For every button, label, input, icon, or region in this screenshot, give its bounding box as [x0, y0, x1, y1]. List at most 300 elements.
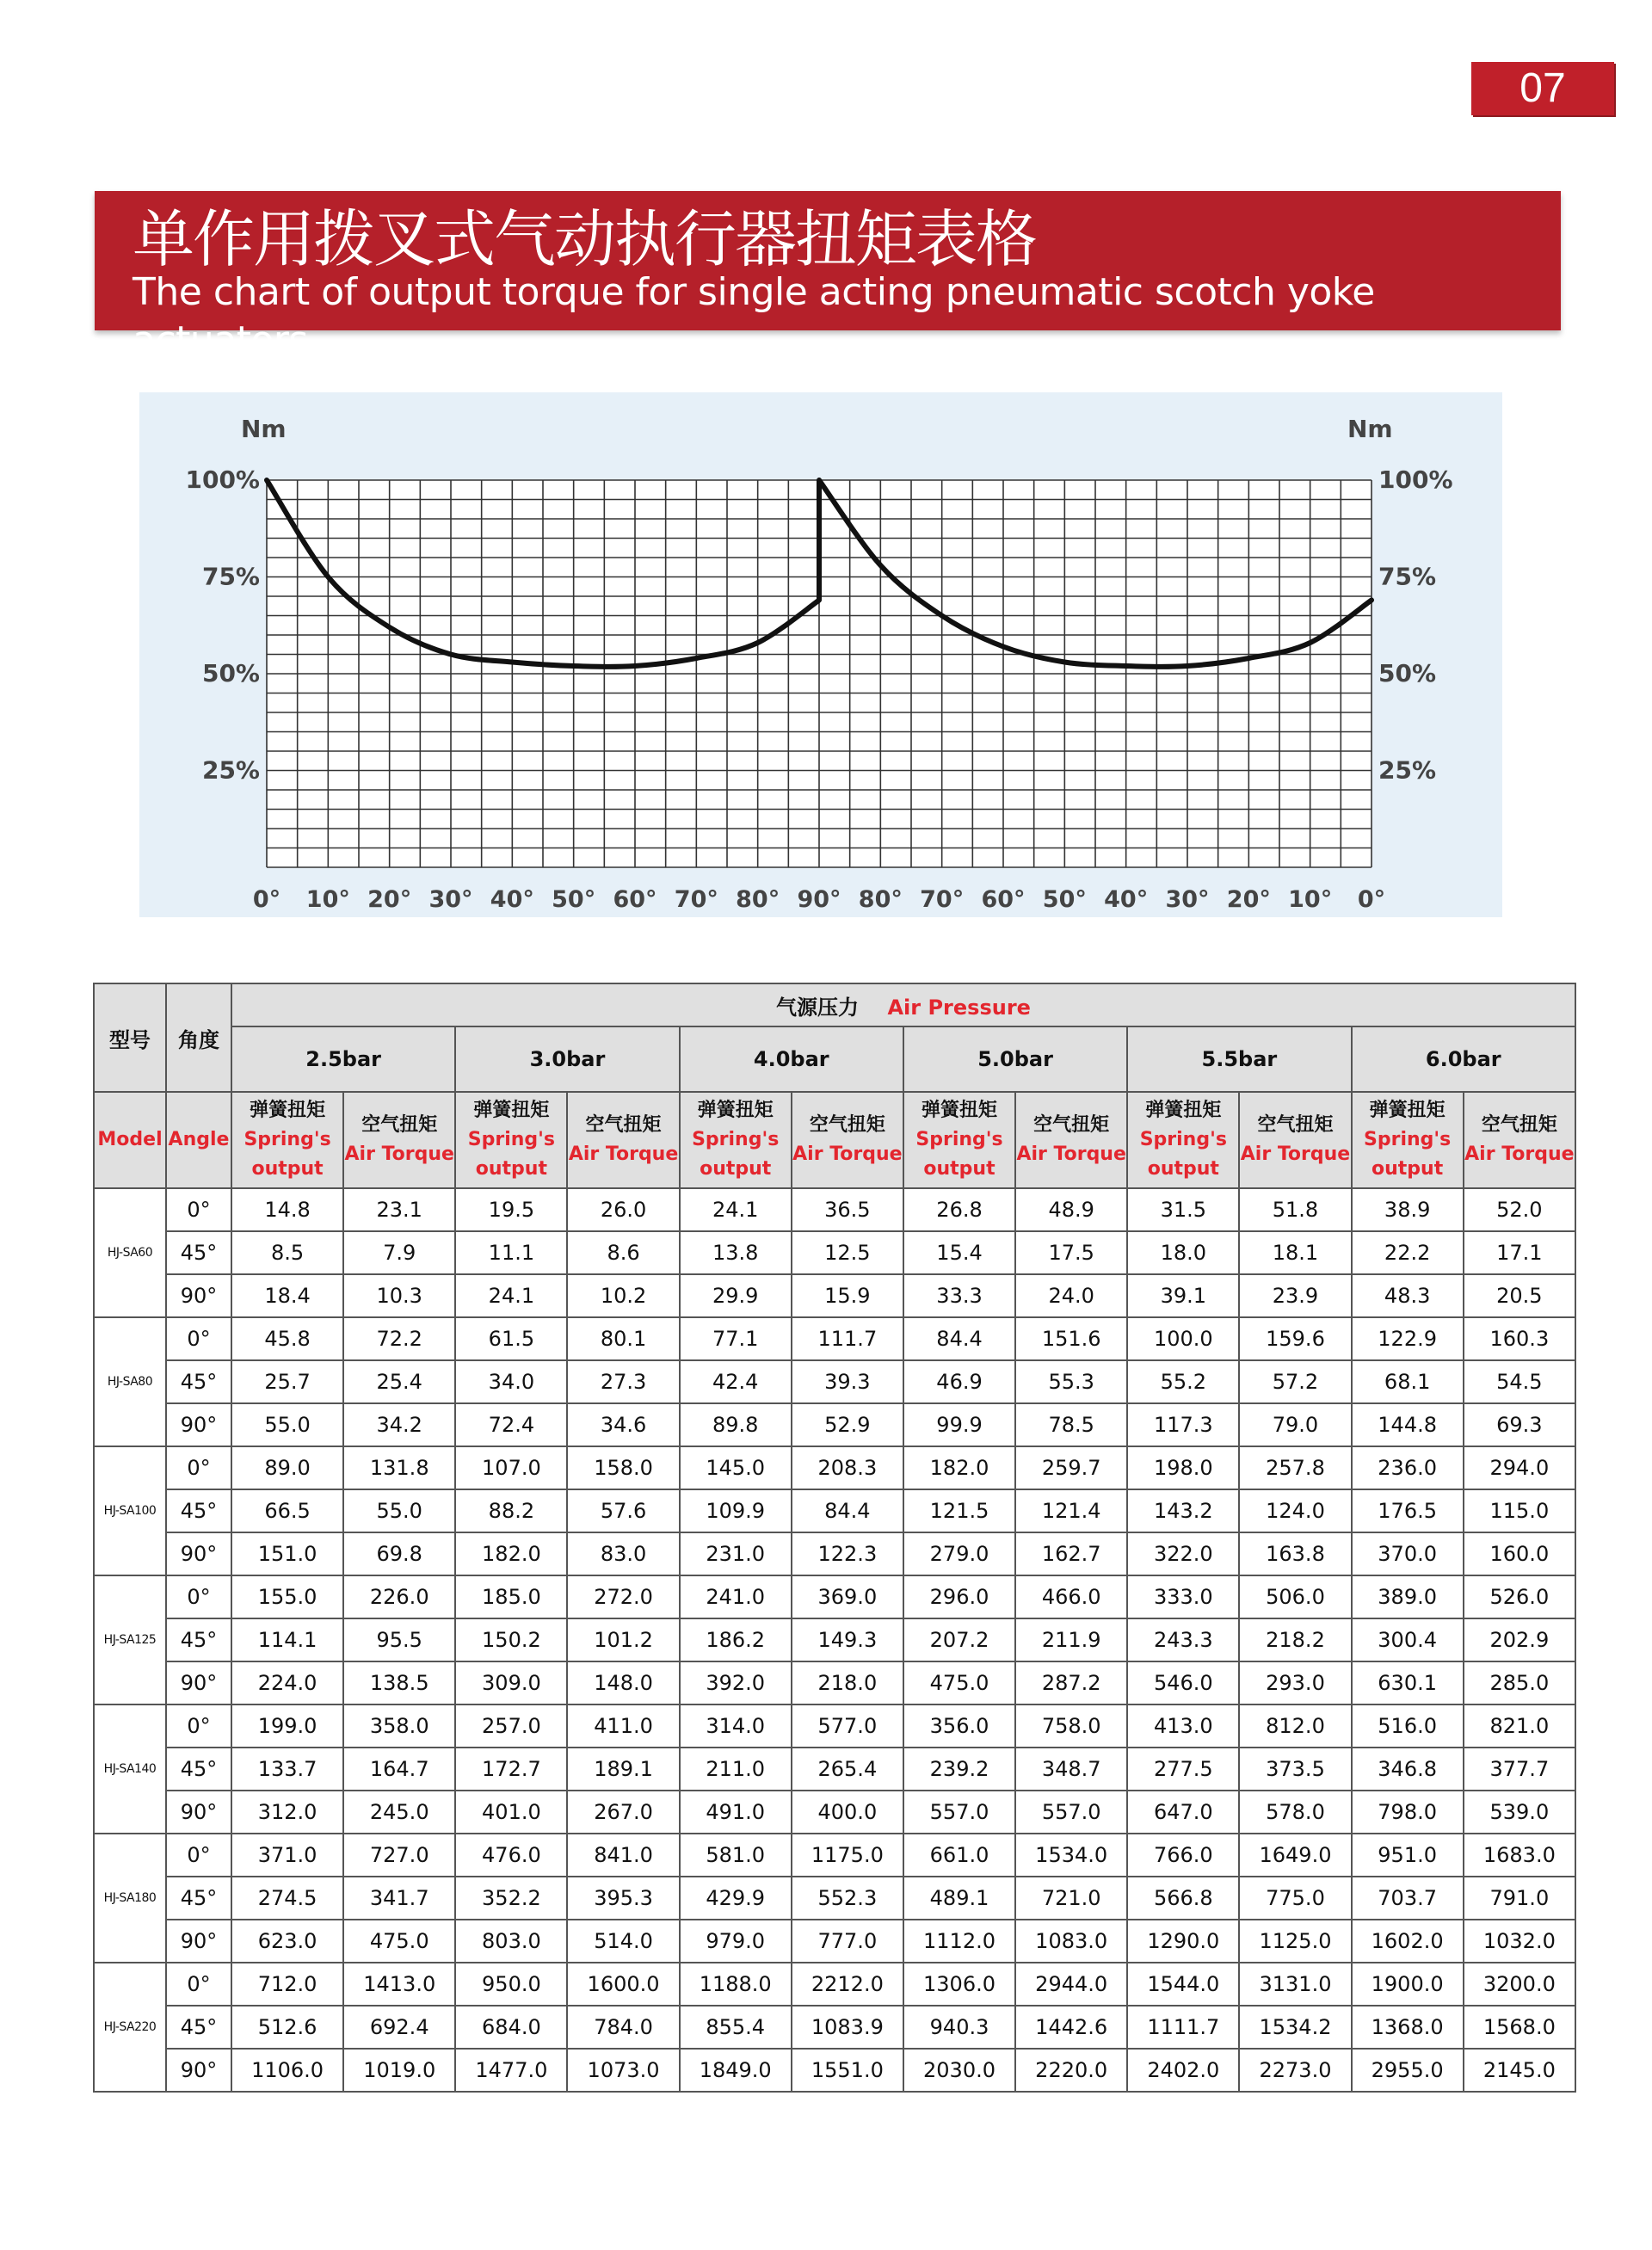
air-torque-cell: 348.7	[1015, 1748, 1127, 1791]
air-torque-cell: 122.3	[792, 1532, 903, 1575]
pressure-header-row	[94, 1026, 1575, 1092]
spring-torque-cell: 236.0	[1352, 1446, 1464, 1489]
spring-torque-cell: 15.4	[903, 1231, 1015, 1274]
spring-torque-cell: 647.0	[1127, 1791, 1239, 1834]
x-tick-label: 10°	[305, 886, 350, 913]
header-spring-cn: 弹簧扭矩	[250, 1100, 326, 1121]
table-row	[94, 1360, 1575, 1403]
table-row	[94, 1446, 1575, 1489]
angle-cell: 90°	[166, 1274, 231, 1317]
spring-torque-cell: 401.0	[455, 1791, 567, 1834]
header-spring-output	[1352, 1092, 1464, 1188]
spring-torque-cell: 581.0	[680, 1834, 792, 1877]
spring-torque-cell: 109.9	[680, 1489, 792, 1532]
air-torque-cell: 211.9	[1015, 1618, 1127, 1661]
air-torque-cell: 257.8	[1239, 1446, 1351, 1489]
spring-torque-cell: 1290.0	[1127, 1920, 1239, 1963]
air-torque-cell: 202.9	[1464, 1618, 1575, 1661]
air-torque-cell: 514.0	[567, 1920, 679, 1963]
model-name-cell: HJ-SA100	[94, 1446, 166, 1575]
angle-cell: 45°	[166, 1618, 231, 1661]
air-torque-cell: 539.0	[1464, 1791, 1575, 1834]
air-torque-cell: 411.0	[567, 1704, 679, 1748]
spring-torque-cell: 121.5	[903, 1489, 1015, 1532]
header-air-en: Air Torque	[1240, 1143, 1351, 1165]
unit-label-left: Nm	[241, 415, 287, 443]
y-tick-label-left: 75%	[201, 562, 260, 591]
air-torque-cell: 3131.0	[1239, 1963, 1351, 2006]
spring-torque-cell: 84.4	[903, 1317, 1015, 1360]
header-spring-en-2: output	[923, 1158, 996, 1180]
spring-torque-cell: 150.2	[455, 1618, 567, 1661]
air-torque-cell: 80.1	[567, 1317, 679, 1360]
angle-cell: 45°	[166, 2006, 231, 2049]
air-torque-cell: 34.6	[567, 1403, 679, 1446]
x-tick-label: 30°	[428, 886, 473, 913]
header-angle-cn: 角度	[166, 983, 231, 1092]
spring-torque-cell: 475.0	[903, 1661, 1015, 1704]
spring-torque-cell: 29.9	[680, 1274, 792, 1317]
air-torque-cell: 25.4	[343, 1360, 455, 1403]
spring-torque-cell: 279.0	[903, 1532, 1015, 1575]
angle-cell: 90°	[166, 1791, 231, 1834]
spring-torque-cell: 122.9	[1352, 1317, 1464, 1360]
spring-torque-cell: 1188.0	[680, 1963, 792, 2006]
torque-table-container	[93, 983, 1576, 2098]
air-torque-cell: 841.0	[567, 1834, 679, 1877]
y-tick-label-right: 25%	[1378, 755, 1437, 785]
header-air-torque	[567, 1092, 679, 1188]
spring-torque-cell: 546.0	[1127, 1661, 1239, 1704]
header-spring-en-2: output	[251, 1158, 324, 1180]
x-tick-label: 80°	[736, 886, 780, 913]
x-tick-label: 60°	[981, 886, 1026, 913]
page-title-en: The chart of output torque for single acting pneumatic scotch yoke actuators	[133, 270, 1375, 362]
spring-torque-cell: 623.0	[231, 1920, 343, 1963]
air-torque-cell: 111.7	[792, 1317, 903, 1360]
spring-torque-cell: 703.7	[1352, 1877, 1464, 1920]
spring-torque-cell: 14.8	[231, 1188, 343, 1231]
spring-torque-cell: 951.0	[1352, 1834, 1464, 1877]
table-row	[94, 2049, 1575, 2092]
header-air-en: Air Torque	[792, 1143, 903, 1165]
header-air-torque	[792, 1092, 903, 1188]
air-torque-cell: 2212.0	[792, 1963, 903, 2006]
spring-torque-cell: 25.7	[231, 1360, 343, 1403]
y-tick-label-right: 100%	[1378, 465, 1453, 494]
spring-torque-cell: 277.5	[1127, 1748, 1239, 1791]
air-torque-cell: 578.0	[1239, 1791, 1351, 1834]
air-torque-cell: 17.5	[1015, 1231, 1127, 1274]
air-torque-cell: 506.0	[1239, 1575, 1351, 1618]
air-torque-cell: 159.6	[1239, 1317, 1351, 1360]
air-torque-cell: 189.1	[567, 1748, 679, 1791]
air-torque-cell: 821.0	[1464, 1704, 1575, 1748]
air-torque-cell: 55.0	[343, 1489, 455, 1532]
angle-cell: 45°	[166, 1748, 231, 1791]
model-name-cell: HJ-SA125	[94, 1575, 166, 1704]
x-tick-label: 60°	[613, 886, 657, 913]
air-torque-cell: 163.8	[1239, 1532, 1351, 1575]
air-torque-cell: 218.2	[1239, 1618, 1351, 1661]
air-torque-cell: 1032.0	[1464, 1920, 1575, 1963]
header-spring-en-2: output	[1147, 1158, 1219, 1180]
spring-torque-cell: 89.8	[680, 1403, 792, 1446]
angle-cell: 0°	[166, 1446, 231, 1489]
air-torque-cell: 777.0	[792, 1920, 903, 1963]
spring-torque-cell: 1368.0	[1352, 2006, 1464, 2049]
spring-torque-cell: 766.0	[1127, 1834, 1239, 1877]
spring-torque-cell: 2955.0	[1352, 2049, 1464, 2092]
air-torque-cell: 475.0	[343, 1920, 455, 1963]
model-name-cell: HJ-SA220	[94, 1963, 166, 2092]
header-air-cn: 空气扭矩	[1033, 1114, 1110, 1136]
header-spring-en-2: output	[475, 1158, 547, 1180]
air-torque-cell: 267.0	[567, 1791, 679, 1834]
spring-torque-cell: 333.0	[1127, 1575, 1239, 1618]
table-row	[94, 1317, 1575, 1360]
title-banner	[95, 191, 1561, 362]
spring-torque-cell: 172.7	[455, 1748, 567, 1791]
x-tick-label: 70°	[674, 886, 718, 913]
air-torque-cell: 791.0	[1464, 1877, 1575, 1920]
spring-torque-cell: 107.0	[455, 1446, 567, 1489]
air-torque-cell: 57.2	[1239, 1360, 1351, 1403]
spring-torque-cell: 34.0	[455, 1360, 567, 1403]
header-air-torque	[1464, 1092, 1575, 1188]
air-torque-cell: 69.3	[1464, 1403, 1575, 1446]
header-air-torque	[1239, 1092, 1351, 1188]
angle-cell: 90°	[166, 1532, 231, 1575]
air-torque-cell: 373.5	[1239, 1748, 1351, 1791]
spring-torque-cell: 630.1	[1352, 1661, 1464, 1704]
air-torque-cell: 259.7	[1015, 1446, 1127, 1489]
spring-torque-cell: 1544.0	[1127, 1963, 1239, 2006]
spring-torque-cell: 55.0	[231, 1403, 343, 1446]
header-pressure-6-0bar: 6.0bar	[1352, 1026, 1575, 1092]
air-torque-cell: 2220.0	[1015, 2049, 1127, 2092]
header-air-en: Air Torque	[344, 1143, 454, 1165]
spring-torque-cell: 1849.0	[680, 2049, 792, 2092]
angle-cell: 45°	[166, 1231, 231, 1274]
air-torque-cell: 341.7	[343, 1877, 455, 1920]
x-tick-label: 90°	[797, 886, 841, 913]
y-tick-label-right: 50%	[1378, 659, 1437, 687]
air-torque-cell: 758.0	[1015, 1704, 1127, 1748]
air-torque-cell: 10.3	[343, 1274, 455, 1317]
air-torque-cell: 557.0	[1015, 1791, 1127, 1834]
x-tick-label: 80°	[858, 886, 903, 913]
torque-curve-chart	[139, 392, 1502, 917]
air-torque-cell: 1534.0	[1015, 1834, 1127, 1877]
air-torque-cell: 48.9	[1015, 1188, 1127, 1231]
air-torque-cell: 721.0	[1015, 1877, 1127, 1920]
air-torque-cell: 51.8	[1239, 1188, 1351, 1231]
angle-cell: 45°	[166, 1877, 231, 1920]
spring-torque-cell: 489.1	[903, 1877, 1015, 1920]
air-torque-cell: 294.0	[1464, 1446, 1575, 1489]
header-pressure-5-5bar: 5.5bar	[1127, 1026, 1351, 1092]
table-row	[94, 1231, 1575, 1274]
air-torque-cell: 36.5	[792, 1188, 903, 1231]
header-spring-output	[455, 1092, 567, 1188]
spring-torque-cell: 274.5	[231, 1877, 343, 1920]
unit-label-right: Nm	[1347, 415, 1393, 443]
air-torque-cell: 1683.0	[1464, 1834, 1575, 1877]
header-model-cn: 型号	[94, 983, 166, 1092]
air-torque-cell: 18.1	[1239, 1231, 1351, 1274]
header-air-cn: 空气扭矩	[1257, 1114, 1334, 1136]
air-torque-cell: 265.4	[792, 1748, 903, 1791]
spring-torque-cell: 239.2	[903, 1748, 1015, 1791]
header-spring-cn: 弹簧扭矩	[922, 1100, 998, 1121]
air-torque-cell: 20.5	[1464, 1274, 1575, 1317]
spring-torque-cell: 66.5	[231, 1489, 343, 1532]
air-torque-cell: 1534.2	[1239, 2006, 1351, 2049]
spring-torque-cell: 2402.0	[1127, 2049, 1239, 2092]
air-torque-cell: 34.2	[343, 1403, 455, 1446]
x-tick-label: 20°	[1226, 886, 1271, 913]
air-torque-cell: 293.0	[1239, 1661, 1351, 1704]
spring-torque-cell: 42.4	[680, 1360, 792, 1403]
model-name-cell: HJ-SA180	[94, 1834, 166, 1963]
table-row	[94, 1532, 1575, 1575]
spring-torque-cell: 356.0	[903, 1704, 1015, 1748]
air-torque-cell: 2145.0	[1464, 2049, 1575, 2092]
spring-torque-cell: 211.0	[680, 1748, 792, 1791]
spring-torque-cell: 224.0	[231, 1661, 343, 1704]
header-pressure-4-0bar: 4.0bar	[680, 1026, 903, 1092]
spring-torque-cell: 300.4	[1352, 1618, 1464, 1661]
spring-torque-cell: 46.9	[903, 1360, 1015, 1403]
spring-torque-cell: 243.3	[1127, 1618, 1239, 1661]
page-number-badge: 07	[1471, 62, 1614, 115]
spring-torque-cell: 31.5	[1127, 1188, 1239, 1231]
air-torque-cell: 727.0	[343, 1834, 455, 1877]
page-title-cn: 单作用拨叉式气动执行器扭矩表格	[133, 203, 1037, 275]
air-torque-cell: 369.0	[792, 1575, 903, 1618]
table-row	[94, 1575, 1575, 1618]
spring-torque-cell: 88.2	[455, 1489, 567, 1532]
angle-cell: 0°	[166, 1704, 231, 1748]
header-spring-en-1: Spring's	[692, 1129, 780, 1150]
angle-cell: 45°	[166, 1489, 231, 1532]
spring-torque-cell: 309.0	[455, 1661, 567, 1704]
table-row	[94, 1791, 1575, 1834]
air-torque-cell: 78.5	[1015, 1403, 1127, 1446]
spring-torque-cell: 371.0	[231, 1834, 343, 1877]
x-tick-label: 70°	[920, 886, 965, 913]
spring-torque-cell: 155.0	[231, 1575, 343, 1618]
x-tick-label: 10°	[1288, 886, 1333, 913]
air-torque-cell: 162.7	[1015, 1532, 1127, 1575]
spring-torque-cell: 114.1	[231, 1618, 343, 1661]
air-torque-cell: 692.4	[343, 2006, 455, 2049]
model-name-cell: HJ-SA80	[94, 1317, 166, 1446]
header-air-cn: 空气扭矩	[1481, 1114, 1557, 1136]
spring-torque-cell: 8.5	[231, 1231, 343, 1274]
header-pressure-5-0bar: 5.0bar	[903, 1026, 1127, 1092]
air-torque-cell: 24.0	[1015, 1274, 1127, 1317]
air-torque-cell: 812.0	[1239, 1704, 1351, 1748]
air-torque-cell: 17.1	[1464, 1231, 1575, 1274]
spring-torque-cell: 61.5	[455, 1317, 567, 1360]
air-torque-cell: 7.9	[343, 1231, 455, 1274]
air-torque-cell: 54.5	[1464, 1360, 1575, 1403]
table-row	[94, 1188, 1575, 1231]
spring-torque-cell: 661.0	[903, 1834, 1015, 1877]
y-tick-label-left: 100%	[185, 465, 260, 494]
spring-torque-cell: 491.0	[680, 1791, 792, 1834]
air-torque-cell: 377.7	[1464, 1748, 1575, 1791]
angle-cell: 90°	[166, 2049, 231, 2092]
header-spring-en-1: Spring's	[915, 1129, 1003, 1150]
spring-torque-cell: 24.1	[455, 1274, 567, 1317]
air-torque-cell: 466.0	[1015, 1575, 1127, 1618]
air-torque-cell: 79.0	[1239, 1403, 1351, 1446]
spring-torque-cell: 176.5	[1352, 1489, 1464, 1532]
spring-torque-cell: 950.0	[455, 1963, 567, 2006]
header-spring-cn: 弹簧扭矩	[473, 1100, 550, 1121]
air-torque-cell: 1125.0	[1239, 1920, 1351, 1963]
air-torque-cell: 1083.0	[1015, 1920, 1127, 1963]
air-torque-cell: 285.0	[1464, 1661, 1575, 1704]
air-torque-cell: 160.0	[1464, 1532, 1575, 1575]
header-air-torque	[343, 1092, 455, 1188]
spring-torque-cell: 18.4	[231, 1274, 343, 1317]
header-spring-en-2: output	[700, 1158, 772, 1180]
header-spring-output	[1127, 1092, 1239, 1188]
spring-torque-cell: 516.0	[1352, 1704, 1464, 1748]
header-pressure-2-5bar: 2.5bar	[231, 1026, 455, 1092]
torque-curve-svg	[139, 392, 1502, 917]
angle-cell: 0°	[166, 1963, 231, 2006]
air-torque-cell: 158.0	[567, 1446, 679, 1489]
x-tick-label: 0°	[252, 886, 281, 913]
spring-torque-cell: 296.0	[903, 1575, 1015, 1618]
spring-torque-cell: 429.9	[680, 1877, 792, 1920]
air-torque-cell: 52.9	[792, 1403, 903, 1446]
spring-torque-cell: 182.0	[903, 1446, 1015, 1489]
table-row	[94, 1963, 1575, 2006]
header-air-pressure	[231, 983, 1575, 1026]
model-name-cell: HJ-SA60	[94, 1188, 166, 1317]
air-torque-cell: 72.2	[343, 1317, 455, 1360]
air-torque-cell: 1649.0	[1239, 1834, 1351, 1877]
spring-torque-cell: 684.0	[455, 2006, 567, 2049]
air-torque-cell: 1175.0	[792, 1834, 903, 1877]
spring-torque-cell: 803.0	[455, 1920, 567, 1963]
spring-torque-cell: 39.1	[1127, 1274, 1239, 1317]
spring-torque-cell: 100.0	[1127, 1317, 1239, 1360]
spring-torque-cell: 199.0	[231, 1704, 343, 1748]
spring-torque-cell: 18.0	[1127, 1231, 1239, 1274]
header-air-pressure-cn: 气源压力	[776, 995, 860, 1020]
spring-torque-cell: 117.3	[1127, 1403, 1239, 1446]
air-torque-cell: 57.6	[567, 1489, 679, 1532]
header-spring-cn: 弹簧扭矩	[1145, 1100, 1222, 1121]
air-torque-cell: 23.9	[1239, 1274, 1351, 1317]
y-tick-label-left: 25%	[201, 755, 260, 785]
spring-torque-cell: 257.0	[455, 1704, 567, 1748]
spring-torque-cell: 19.5	[455, 1188, 567, 1231]
header-angle-en: Angle	[166, 1092, 231, 1188]
spring-torque-cell: 1106.0	[231, 2049, 343, 2092]
air-torque-cell: 148.0	[567, 1661, 679, 1704]
spring-torque-cell: 512.6	[231, 2006, 343, 2049]
spring-torque-cell: 24.1	[680, 1188, 792, 1231]
angle-cell: 90°	[166, 1920, 231, 1963]
x-tick-label: 30°	[1165, 886, 1210, 913]
header-air-torque	[1015, 1092, 1127, 1188]
table-row	[94, 1920, 1575, 1963]
spring-torque-cell: 198.0	[1127, 1446, 1239, 1489]
spring-torque-cell: 979.0	[680, 1920, 792, 1963]
header-air-en: Air Torque	[568, 1143, 679, 1165]
spring-torque-cell: 798.0	[1352, 1791, 1464, 1834]
spring-torque-cell: 1900.0	[1352, 1963, 1464, 2006]
air-torque-cell: 208.3	[792, 1446, 903, 1489]
air-torque-cell: 95.5	[343, 1618, 455, 1661]
air-torque-cell: 15.9	[792, 1274, 903, 1317]
spring-torque-cell: 45.8	[231, 1317, 343, 1360]
spring-torque-cell: 566.8	[1127, 1877, 1239, 1920]
air-torque-cell: 23.1	[343, 1188, 455, 1231]
header-spring-en-1: Spring's	[1139, 1129, 1227, 1150]
x-tick-label: 40°	[490, 886, 534, 913]
spring-torque-cell: 346.8	[1352, 1748, 1464, 1791]
model-name-cell: HJ-SA140	[94, 1704, 166, 1834]
header-spring-en-1: Spring's	[1364, 1129, 1452, 1150]
spring-torque-cell: 89.0	[231, 1446, 343, 1489]
table-row	[94, 1748, 1575, 1791]
table-body	[94, 1188, 1575, 2092]
spring-torque-cell: 352.2	[455, 1877, 567, 1920]
angle-cell: 90°	[166, 1403, 231, 1446]
x-tick-label: 20°	[367, 886, 412, 913]
angle-cell: 0°	[166, 1834, 231, 1877]
angle-cell: 0°	[166, 1317, 231, 1360]
header-air-en: Air Torque	[1464, 1143, 1575, 1165]
spring-torque-cell: 940.3	[903, 2006, 1015, 2049]
air-torque-cell: 164.7	[343, 1748, 455, 1791]
air-torque-cell: 245.0	[343, 1791, 455, 1834]
header-spring-output	[231, 1092, 343, 1188]
air-torque-cell: 138.5	[343, 1661, 455, 1704]
spring-torque-cell: 712.0	[231, 1963, 343, 2006]
spring-torque-cell: 48.3	[1352, 1274, 1464, 1317]
air-torque-cell: 52.0	[1464, 1188, 1575, 1231]
angle-cell: 90°	[166, 1661, 231, 1704]
air-torque-cell: 358.0	[343, 1704, 455, 1748]
spring-torque-cell: 855.4	[680, 2006, 792, 2049]
spring-torque-cell: 145.0	[680, 1446, 792, 1489]
spring-torque-cell: 133.7	[231, 1748, 343, 1791]
angle-cell: 0°	[166, 1575, 231, 1618]
air-torque-cell: 1551.0	[792, 2049, 903, 2092]
header-spring-output	[903, 1092, 1015, 1188]
header-spring-cn: 弹簧扭矩	[697, 1100, 774, 1121]
air-torque-cell: 272.0	[567, 1575, 679, 1618]
spring-torque-cell: 143.2	[1127, 1489, 1239, 1532]
table-row	[94, 1704, 1575, 1748]
spring-torque-cell: 26.8	[903, 1188, 1015, 1231]
spring-torque-cell: 186.2	[680, 1618, 792, 1661]
spring-torque-cell: 185.0	[455, 1575, 567, 1618]
air-torque-cell: 1568.0	[1464, 2006, 1575, 2049]
air-torque-cell: 83.0	[567, 1532, 679, 1575]
air-torque-cell: 101.2	[567, 1618, 679, 1661]
